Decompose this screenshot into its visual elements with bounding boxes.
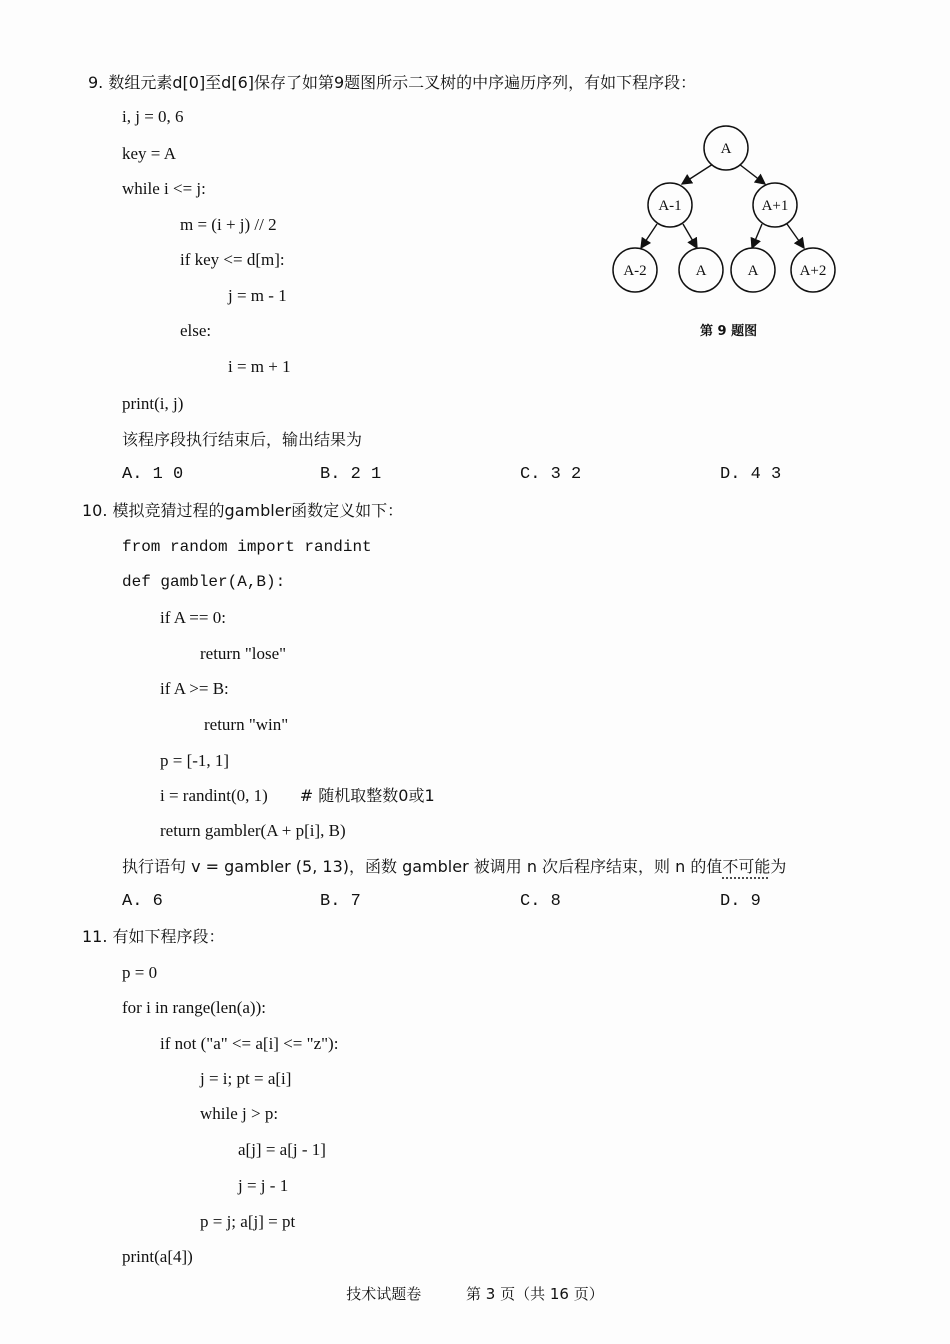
q10-code-randint: i = randint(0, 1): [160, 786, 268, 805]
q9-code-line-9: print(i, j): [122, 394, 184, 413]
footer-page-number: 第 3 页（共 16 页）: [466, 1285, 604, 1303]
q9-code-line-8: i = m + 1: [228, 357, 291, 376]
q9-question: 该程序段执行结束后，输出结果为: [122, 430, 363, 449]
q10-code-line-4: return "lose": [200, 644, 287, 663]
tree-label-rr: A+2: [799, 263, 827, 279]
q10-number: 10.: [82, 501, 108, 520]
q9-code-line-7: else:: [180, 321, 212, 340]
page-footer: [0, 1283, 950, 1304]
q9-code-line-1: i, j = 0, 6: [122, 107, 184, 126]
tree-edge: [682, 164, 713, 184]
tree-edge: [739, 164, 765, 184]
q10-option-c: C. 8: [520, 892, 561, 911]
tree-edge: [683, 224, 697, 248]
q11-stem: 有如下程序段：: [112, 927, 225, 946]
q9-option-c: C. 3 2: [520, 465, 582, 484]
q10-option-d: D. 9: [720, 892, 761, 911]
q10-question-emphasis: 不可能: [722, 857, 771, 876]
q9-code-line-3: while i <= j:: [122, 179, 206, 198]
q11-code-line-5: while j > p:: [200, 1104, 279, 1123]
tree-label-lr: A: [695, 263, 707, 279]
q11-code-line-4: j = i; pt = a[i]: [200, 1069, 292, 1088]
tree-label-right: A+1: [761, 198, 789, 214]
q11-code-line-2: for i in range(len(a)):: [122, 998, 266, 1017]
q10-option-b: B. 7: [320, 892, 361, 911]
q10-code-line-9: return gambler(A + p[i], B): [160, 821, 346, 840]
footer-title: 技术试题卷: [346, 1285, 422, 1303]
q10-question: [122, 856, 786, 878]
q9-code-line-4: m = (i + j) // 2: [180, 215, 277, 234]
q10-code-line-3: if A == 0:: [160, 608, 226, 627]
q9-header: [88, 72, 696, 94]
q9-number: 9.: [88, 73, 104, 92]
figure-caption: 第 9 题图: [700, 324, 758, 339]
q9-stem: 数组元素d[0]至d[6]保存了如第9题图所示二叉树的中序遍历序列，有如下程序段：: [108, 73, 697, 92]
q10-code-line-2: def gambler(A,B):: [122, 573, 286, 591]
tree-edge: [787, 224, 804, 248]
q11-code-line-8: p = j; a[j] = pt: [200, 1212, 296, 1231]
q10-question-end: 为: [770, 857, 787, 876]
q9-code-line-2: key = A: [122, 144, 176, 163]
tree-label-root: A: [720, 141, 732, 157]
q10-code-comment: # 随机取整数0或1: [299, 786, 435, 805]
q11-code-line-3: if not ("a" <= a[i] <= "z"):: [160, 1034, 339, 1053]
q10-question-text: 执行语句 v = gambler (5, 13)，函数 gambler 被调用 n 次后程序结束，则 n 的值: [122, 857, 723, 876]
q10-code-line-5: if A >= B:: [160, 679, 229, 698]
q10-stem: 模拟竞猜过程的gambler函数定义如下：: [112, 501, 404, 520]
q11-code-line-9: print(a[4]): [122, 1247, 193, 1266]
tree-edge: [641, 224, 657, 248]
q11-code-line-1: p = 0: [122, 963, 158, 982]
tree-label-ll: A-2: [623, 263, 647, 279]
q11-code-line-6: a[j] = a[j - 1]: [238, 1140, 326, 1159]
q9-code-line-6: j = m - 1: [228, 286, 287, 305]
binary-tree-figure: [605, 120, 850, 350]
tree-label-left: A-1: [658, 198, 682, 214]
q9-option-a: A. 1 0: [122, 465, 184, 484]
q10-header: [82, 500, 403, 522]
q10-code-line-8: [160, 785, 435, 807]
tree-edge: [752, 224, 762, 248]
q9-code-line-5: if key <= d[m]:: [180, 250, 285, 269]
q11-number: 11.: [82, 927, 108, 946]
q9-option-d: D. 4 3: [720, 465, 782, 484]
q10-code-line-7: p = [-1, 1]: [160, 751, 230, 770]
q10-code-line-6: return "win": [204, 715, 289, 734]
q10-option-a: A. 6: [122, 892, 163, 911]
q10-code-line-1: from random import randint: [122, 538, 372, 556]
q9-option-b: B. 2 1: [320, 465, 382, 484]
tree-label-rl: A: [747, 263, 759, 279]
q11-header: [82, 926, 225, 948]
q11-code-line-7: j = j - 1: [238, 1176, 289, 1195]
